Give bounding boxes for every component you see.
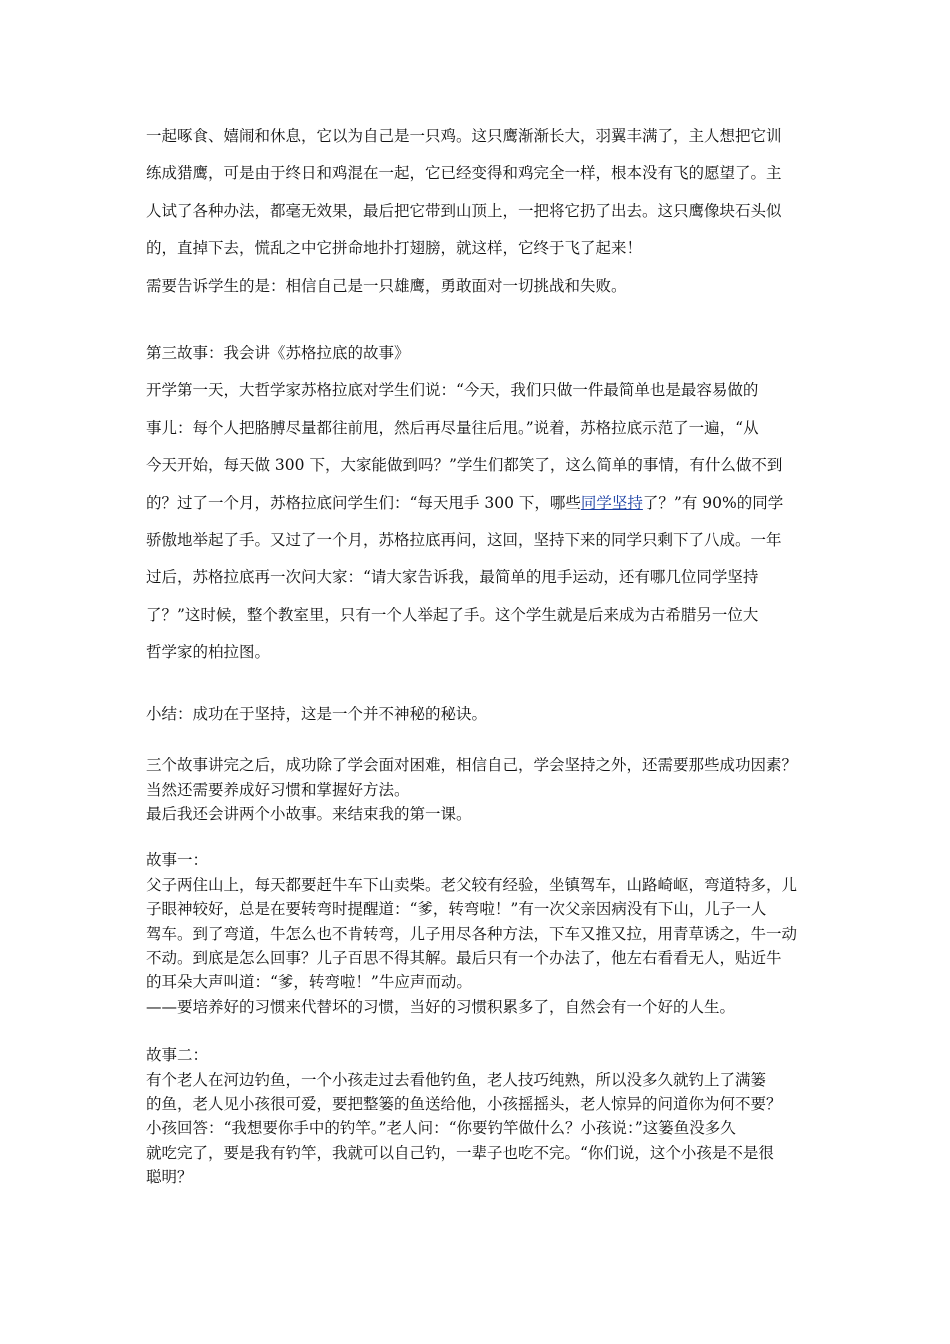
- text-line: 就吃完了，要是我有钓竿，我就可以自己钓，一辈子也吃不完。“你们说，这个小孩是不是很: [146, 1143, 774, 1162]
- text-line: 的，直掉下去，慌乱之中它拼命地扑打翅膀，就这样，它终于飞了起来！: [146, 239, 643, 258]
- story-one-heading: 故事一：: [146, 851, 209, 870]
- text-line: 的耳朵大声叫道：“爹，转弯啦！”牛应声而动。: [146, 973, 472, 992]
- story-two-section: [146, 1043, 822, 1189]
- story-one-paragraph: [146, 873, 822, 1019]
- text-line: ——要培养好的习惯来代替坏的习惯，当好的习惯积累多了，自然会有一个好的人生。: [146, 997, 736, 1016]
- text-line: 的鱼，老人见小孩很可爱，要把整篓的鱼送给他，小孩摇摇头，老人惊异的问道你为何不要？: [146, 1094, 782, 1113]
- text-line: 过后，苏格拉底再一次问大家：“请大家告诉我，最简单的甩手运动，还有哪几位同学坚持: [146, 568, 759, 587]
- transition-section: [146, 753, 822, 826]
- text-line: 人试了各种办法，都毫无效果，最后把它带到山顶上，一把将它扔了出去。这只鹰像块石头似: [146, 201, 782, 220]
- story-eagle-moral: 需要告诉学生的是：相信自己是一只雄鹰，勇敢面对一切挑战和失败。: [146, 276, 627, 295]
- document-body: [146, 118, 822, 1190]
- text-line: 开学第一天，大哲学家苏格拉底对学生们说：“今天，我们只做一件最简单也是最容易做的: [146, 381, 759, 400]
- story-one-section: [146, 848, 822, 1019]
- text-line: 最后我还会讲两个小故事。来结束我的第一课。: [146, 804, 472, 823]
- text-line: 了？”这时候，整个教室里，只有一个人举起了手。这个学生就是后来成为古希腊另一位大: [146, 605, 759, 624]
- story-socrates-heading: 第三故事：我会讲《苏格拉底的故事》: [146, 344, 410, 363]
- story-two-paragraph: [146, 1068, 822, 1190]
- text-fragment: 的？过了一个月，苏格拉底问学生们：“每天甩手 300 下，哪些: [146, 493, 581, 512]
- text-line: 子眼神较好，总是在要转弯时提醒道：“爹，转弯啦！”有一次父亲因病没有下山，儿子一人: [146, 900, 767, 919]
- text-line: 驾车。到了弯道，牛怎么也不肯转弯，儿子用尽各种方法，下车又推又拉，用青草诱之，牛一动: [146, 924, 798, 943]
- transition-paragraph: [146, 753, 822, 826]
- text-line: 一起啄食、嬉闹和休息，它以为自己是一只鸡。这只鹰渐渐长大，羽翼丰满了，主人想把它训: [146, 127, 782, 145]
- story-two-heading: 故事二：: [146, 1046, 209, 1065]
- text-line: 不动。到底是怎么回事？儿子百思不得其解。最后只有一个办法了，他左右看看无人，贴近牛: [146, 948, 782, 967]
- text-fragment: 了？”有 90%的同学: [642, 493, 784, 512]
- text-line: 聪明？: [146, 1168, 193, 1187]
- text-line: 父子两住山上，每天都要赶牛车下山卖柴。老父较有经验，坐镇驾车，山路崎岖，弯道特多，儿: [146, 875, 798, 894]
- story-eagle-paragraph: [146, 118, 822, 268]
- text-line: 当然还需要养成好习惯和掌握好方法。: [146, 780, 410, 799]
- persistence-link[interactable]: 同学坚持: [580, 493, 643, 512]
- story-eagle-section: [146, 118, 822, 305]
- text-line: 有个老人在河边钓鱼，一个小孩走过去看他钓鱼，老人技巧纯熟，所以没多久就钓上了满篓: [146, 1070, 767, 1089]
- text-line: 小孩回答：“我想要你手中的钓竿。”老人问：“你要钓竿做什么？小孩说：”这篓鱼没多久: [146, 1119, 736, 1138]
- text-line: 哲学家的柏拉图。: [146, 643, 271, 662]
- text-line: 今天开始，每天做 300 下，大家能做到吗？”学生们都笑了，这么简单的事情，有什么做不到: [146, 456, 783, 475]
- text-line: 三个故事讲完之后，成功除了学会面对困难，相信自己，学会坚持之外，还需要那些成功因素？: [146, 756, 798, 775]
- text-line: 事儿：每个人把胳膊尽量都往前甩，然后再尽量往后甩。”说着，苏格拉底示范了一遍，“从: [146, 418, 759, 437]
- text-line: 练成猎鹰，可是由于终日和鸡混在一起，它已经变得和鸡完全一样，根本没有飞的愿望了。主: [146, 164, 782, 183]
- story-socrates-paragraph: [146, 372, 822, 671]
- text-line: 骄傲地举起了手。又过了一个月，苏格拉底再问，这回，坚持下来的同学只剩下了八成。一年: [146, 531, 782, 550]
- text-line: [146, 494, 783, 512]
- story-socrates-section: [146, 335, 822, 672]
- summary-text: 小结：成功在于坚持，这是一个并不神秘的秘诀。: [146, 704, 488, 723]
